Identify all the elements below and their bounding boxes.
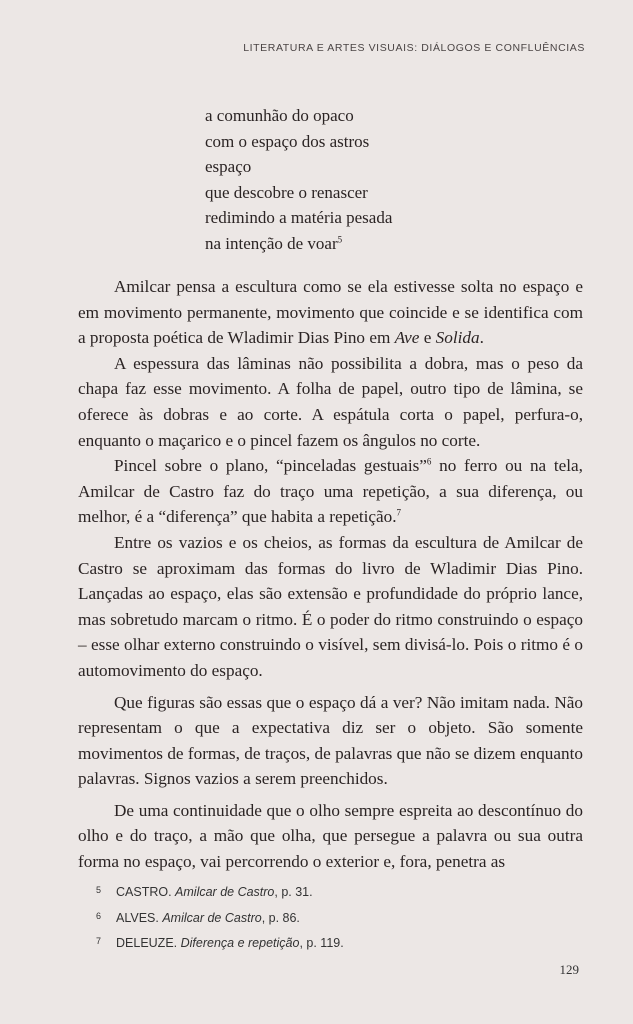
footnote-page: , p. 86. <box>261 910 300 925</box>
paragraph-6: De uma continuidade que o olho sempre espreita ao descontínuo do olho e do traço, a mão que olha, que persegue a palavra ou sua outra forma no espaço, vai percorrendo o exterior e, fora, penetra as <box>78 800 583 872</box>
footnote-title: Amilcar de Castro <box>162 910 262 925</box>
footnote-5 <box>96 879 344 905</box>
poem-epigraph <box>205 103 392 257</box>
footnote-number: 5 <box>96 885 102 895</box>
paragraph-5: Que figuras são essas que o espaço dá a ver? Não imitam nada. Não representam o que a expectativa diz ser o objeto. São somente movimentos de formas, de traços, de palavras que não se dizem enquanto palavras. Signos vazios a serem preenchidos. <box>78 692 583 789</box>
footnote-author: ALVES. <box>116 910 159 925</box>
footnote-author: DELEUZE. <box>116 936 178 950</box>
paragraph-1-text-a: Amilcar pensa a escultura como se ela estivesse solta no espaço e em movimento permanente, movimento que coincide e se identifica com a proposta poética de Wladimir Dias Pino em <box>78 277 583 348</box>
poem-line: que descobre o renascer <box>205 182 368 202</box>
page-number: 129 <box>559 962 579 977</box>
paragraph-3 <box>78 453 583 530</box>
poem-line: espaço <box>205 157 252 177</box>
work-title-ave: Ave <box>394 328 420 348</box>
paragraph-3-text-a: Pincel sobre o plano, “pinceladas gestuais” <box>114 456 427 476</box>
footnote-7 <box>96 930 344 956</box>
footnote-ref-7: 7 <box>396 507 402 518</box>
poem-line-text: na intenção de voar <box>205 233 338 253</box>
footnote-title: Amilcar de Castro <box>175 885 275 899</box>
footnotes <box>96 879 344 956</box>
poem-line: redimindo a matéria pesada <box>205 208 393 228</box>
footnote-page: , p. 119. <box>299 936 344 950</box>
footnote-ref-5: 5 <box>337 234 343 245</box>
footnote-6 <box>96 905 344 931</box>
paragraph-1-text-b: e <box>419 328 436 348</box>
paragraph-2: A espessura das lâminas não possibilita a dobra, mas o peso da chapa faz esse movimento. A folha de papel, outro tipo de lâmina, se oferece às dobras e ao corte. A espátula corta o papel, perfura-o, enquanto o maçarico e o pincel fazem os ângulos no corte. <box>78 353 583 450</box>
footnote-title: Diferença e repetição <box>180 936 300 950</box>
poem-line: a comunhão do opaco <box>205 106 354 125</box>
body-text <box>78 274 583 875</box>
work-title-solida: Solida <box>435 328 480 348</box>
poem-line: com o espaço dos astros <box>205 131 370 151</box>
footnote-number: 7 <box>96 936 102 946</box>
footnote-number: 6 <box>96 910 102 921</box>
poem-line-last <box>205 231 392 257</box>
running-head: LITERATURA E ARTES VISUAIS: DIÁLOGOS E CONFLUÊNCIAS <box>243 42 585 54</box>
paragraph-4: Entre os vazios e os cheios, as formas da escultura de Amilcar de Castro se aproximam das formas do livro de Wladimir Dias Pino. Lançadas ao espaço, elas são extensão e profundidade do próprio lance, mas sobretudo marcam o ritmo. É o poder do ritmo construindo o espaço – esse olhar externo construindo o visível, sem divisá-lo. Pois o ritmo é o automovimento do espaço. <box>78 532 583 680</box>
paragraph-1 <box>78 274 583 351</box>
paragraph-3-text-b: no ferro ou na tela, Amilcar de Castro faz do traço uma repetição, a sua diferença, ou melhor, é a “diferença” que habita a repetição. <box>78 456 583 527</box>
paragraph-1-text-c: . <box>479 328 484 348</box>
footnote-page: , p. 31. <box>274 885 313 899</box>
footnote-author: CASTRO. <box>116 885 172 899</box>
footnote-ref-6: 6 <box>426 456 432 467</box>
